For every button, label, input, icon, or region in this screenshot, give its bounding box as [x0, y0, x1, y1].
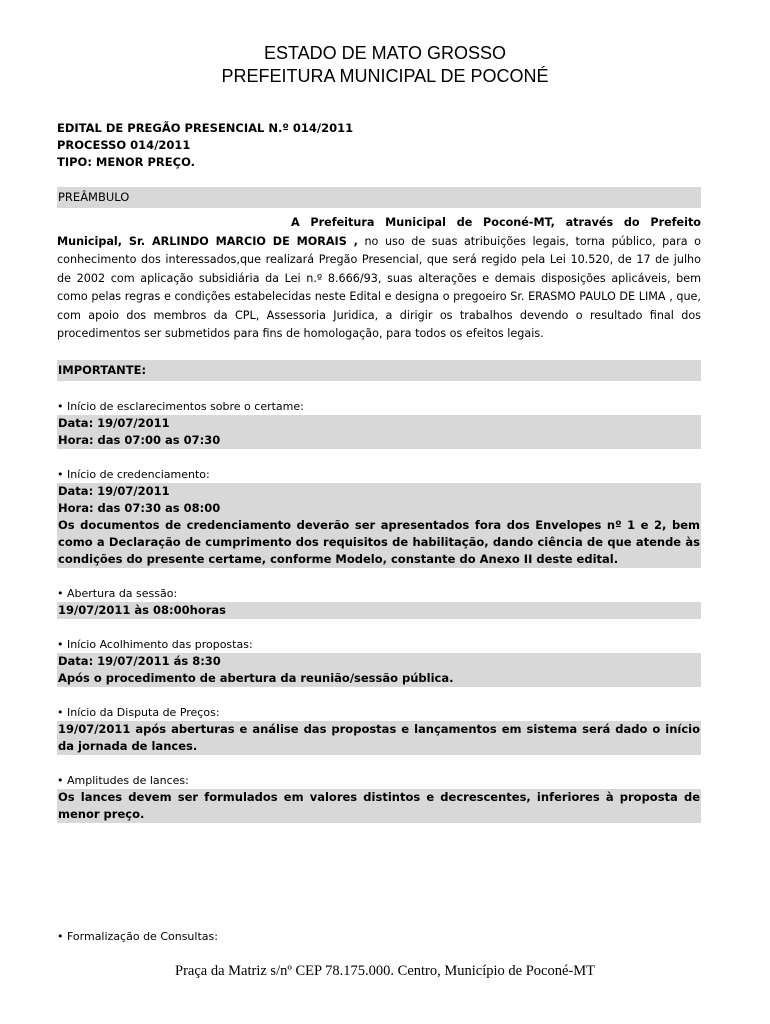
disputa-box: [57, 721, 701, 755]
abertura-datetime: 19/07/2011 às 08:00horas: [58, 602, 226, 617]
tipo-line: TIPO: MENOR PREÇO.: [57, 155, 195, 169]
esclarecimentos-data: Data: 19/07/2011: [58, 415, 170, 430]
preambulo-heading: PREÂMBULO: [57, 187, 701, 208]
consultas-label: • Formalização de Consultas:: [57, 929, 218, 943]
blank-space: [57, 823, 701, 911]
disputa-text: 19/07/2011 após aberturas e análise das propostas e lançamentos em sistema será dado o início da jornada de lances.: [58, 721, 700, 753]
abertura-box: [57, 602, 701, 619]
credenciamento-data: Data: 19/07/2011: [58, 483, 170, 498]
processo-number: PROCESSO 014/2011: [57, 138, 191, 152]
disputa-label: • Início da Disputa de Preços:: [57, 705, 220, 719]
edital-number: EDITAL DE PREGÃO PRESENCIAL N.º 014/2011: [57, 121, 354, 135]
esclarecimentos-box: [57, 415, 701, 449]
edital-titles: [57, 120, 701, 171]
acolhimento-note: Após o procedimento de abertura da reunião/sessão pública.: [58, 670, 454, 685]
header-state: ESTADO DE MATO GROSSO: [263, 43, 507, 63]
amplitudes-label: • Amplitudes de lances:: [57, 773, 189, 787]
acolhimento-box: [57, 653, 701, 687]
acolhimento-data: Data: 19/07/2011 ás 8:30: [58, 653, 221, 668]
acolhimento-label: • Início Acolhimento das propostas:: [57, 637, 253, 651]
footer-address: Praça da Matriz s/nº CEP 78.175.000. Centro, Município de Poconé-MT: [175, 963, 595, 979]
abertura-label: • Abertura da sessão:: [57, 586, 178, 600]
amplitudes-text: Os lances devem ser formulados em valores distintos e decrescentes, inferiores à proposta de menor preço.: [58, 789, 700, 821]
preambulo-body: no uso de suas atribuições legais, torna público, para o conhecimento dos interessados,que realizará Pregão Presencial, que será regido pela Lei 10.520, de 17 de julho de 2002 com aplicação subsidiária da Lei n.º 8.666/93, suas alterações e demais disposições aplicáveis, bem como pelas regras e condições estabelecidas neste Edital e designa o pregoeiro Sr. ERASMO PAULO DE LIMA , que, com apoio dos membros da CPL, Assessoria Juridica, a dirigir os trabalhos devendo o resultado final dos procedimentos ser submetidos para fins de homologação, para todos os efeitos legais.: [57, 234, 701, 340]
amplitudes-box: [57, 789, 701, 823]
document-header: [0, 42, 770, 88]
credenciamento-hora: Hora: das 07:30 as 08:00: [58, 500, 221, 515]
importante-heading: IMPORTANTE:: [57, 360, 701, 381]
esclarecimentos-hora: Hora: das 07:00 as 07:30: [58, 432, 221, 447]
credenciamento-box: [57, 483, 701, 568]
header-municipality: PREFEITURA MUNICIPAL DE POCONÉ: [221, 66, 549, 86]
document-body: [57, 120, 701, 945]
preambulo-intro: A Prefeitura Municipal de Poconé-MT, através do Prefeito Municipal, Sr. ARLINDO MARCIO DE MORAIS ,: [57, 216, 701, 248]
esclarecimentos-label: • Início de esclarecimentos sobre o certame:: [57, 399, 304, 413]
credenciamento-docs: Os documentos de credenciamento deverão ser apresentados fora dos Envelopes nº 1 e 2, bem como a Declaração de cumprimento dos requisitos de habilitação, dando ciência de que atende às condições do presente certame, conforme Modelo, constante do Anexo II deste edital.: [58, 517, 700, 566]
credenciamento-label: • Início de credenciamento:: [57, 467, 210, 481]
preambulo-paragraph: [57, 214, 701, 344]
